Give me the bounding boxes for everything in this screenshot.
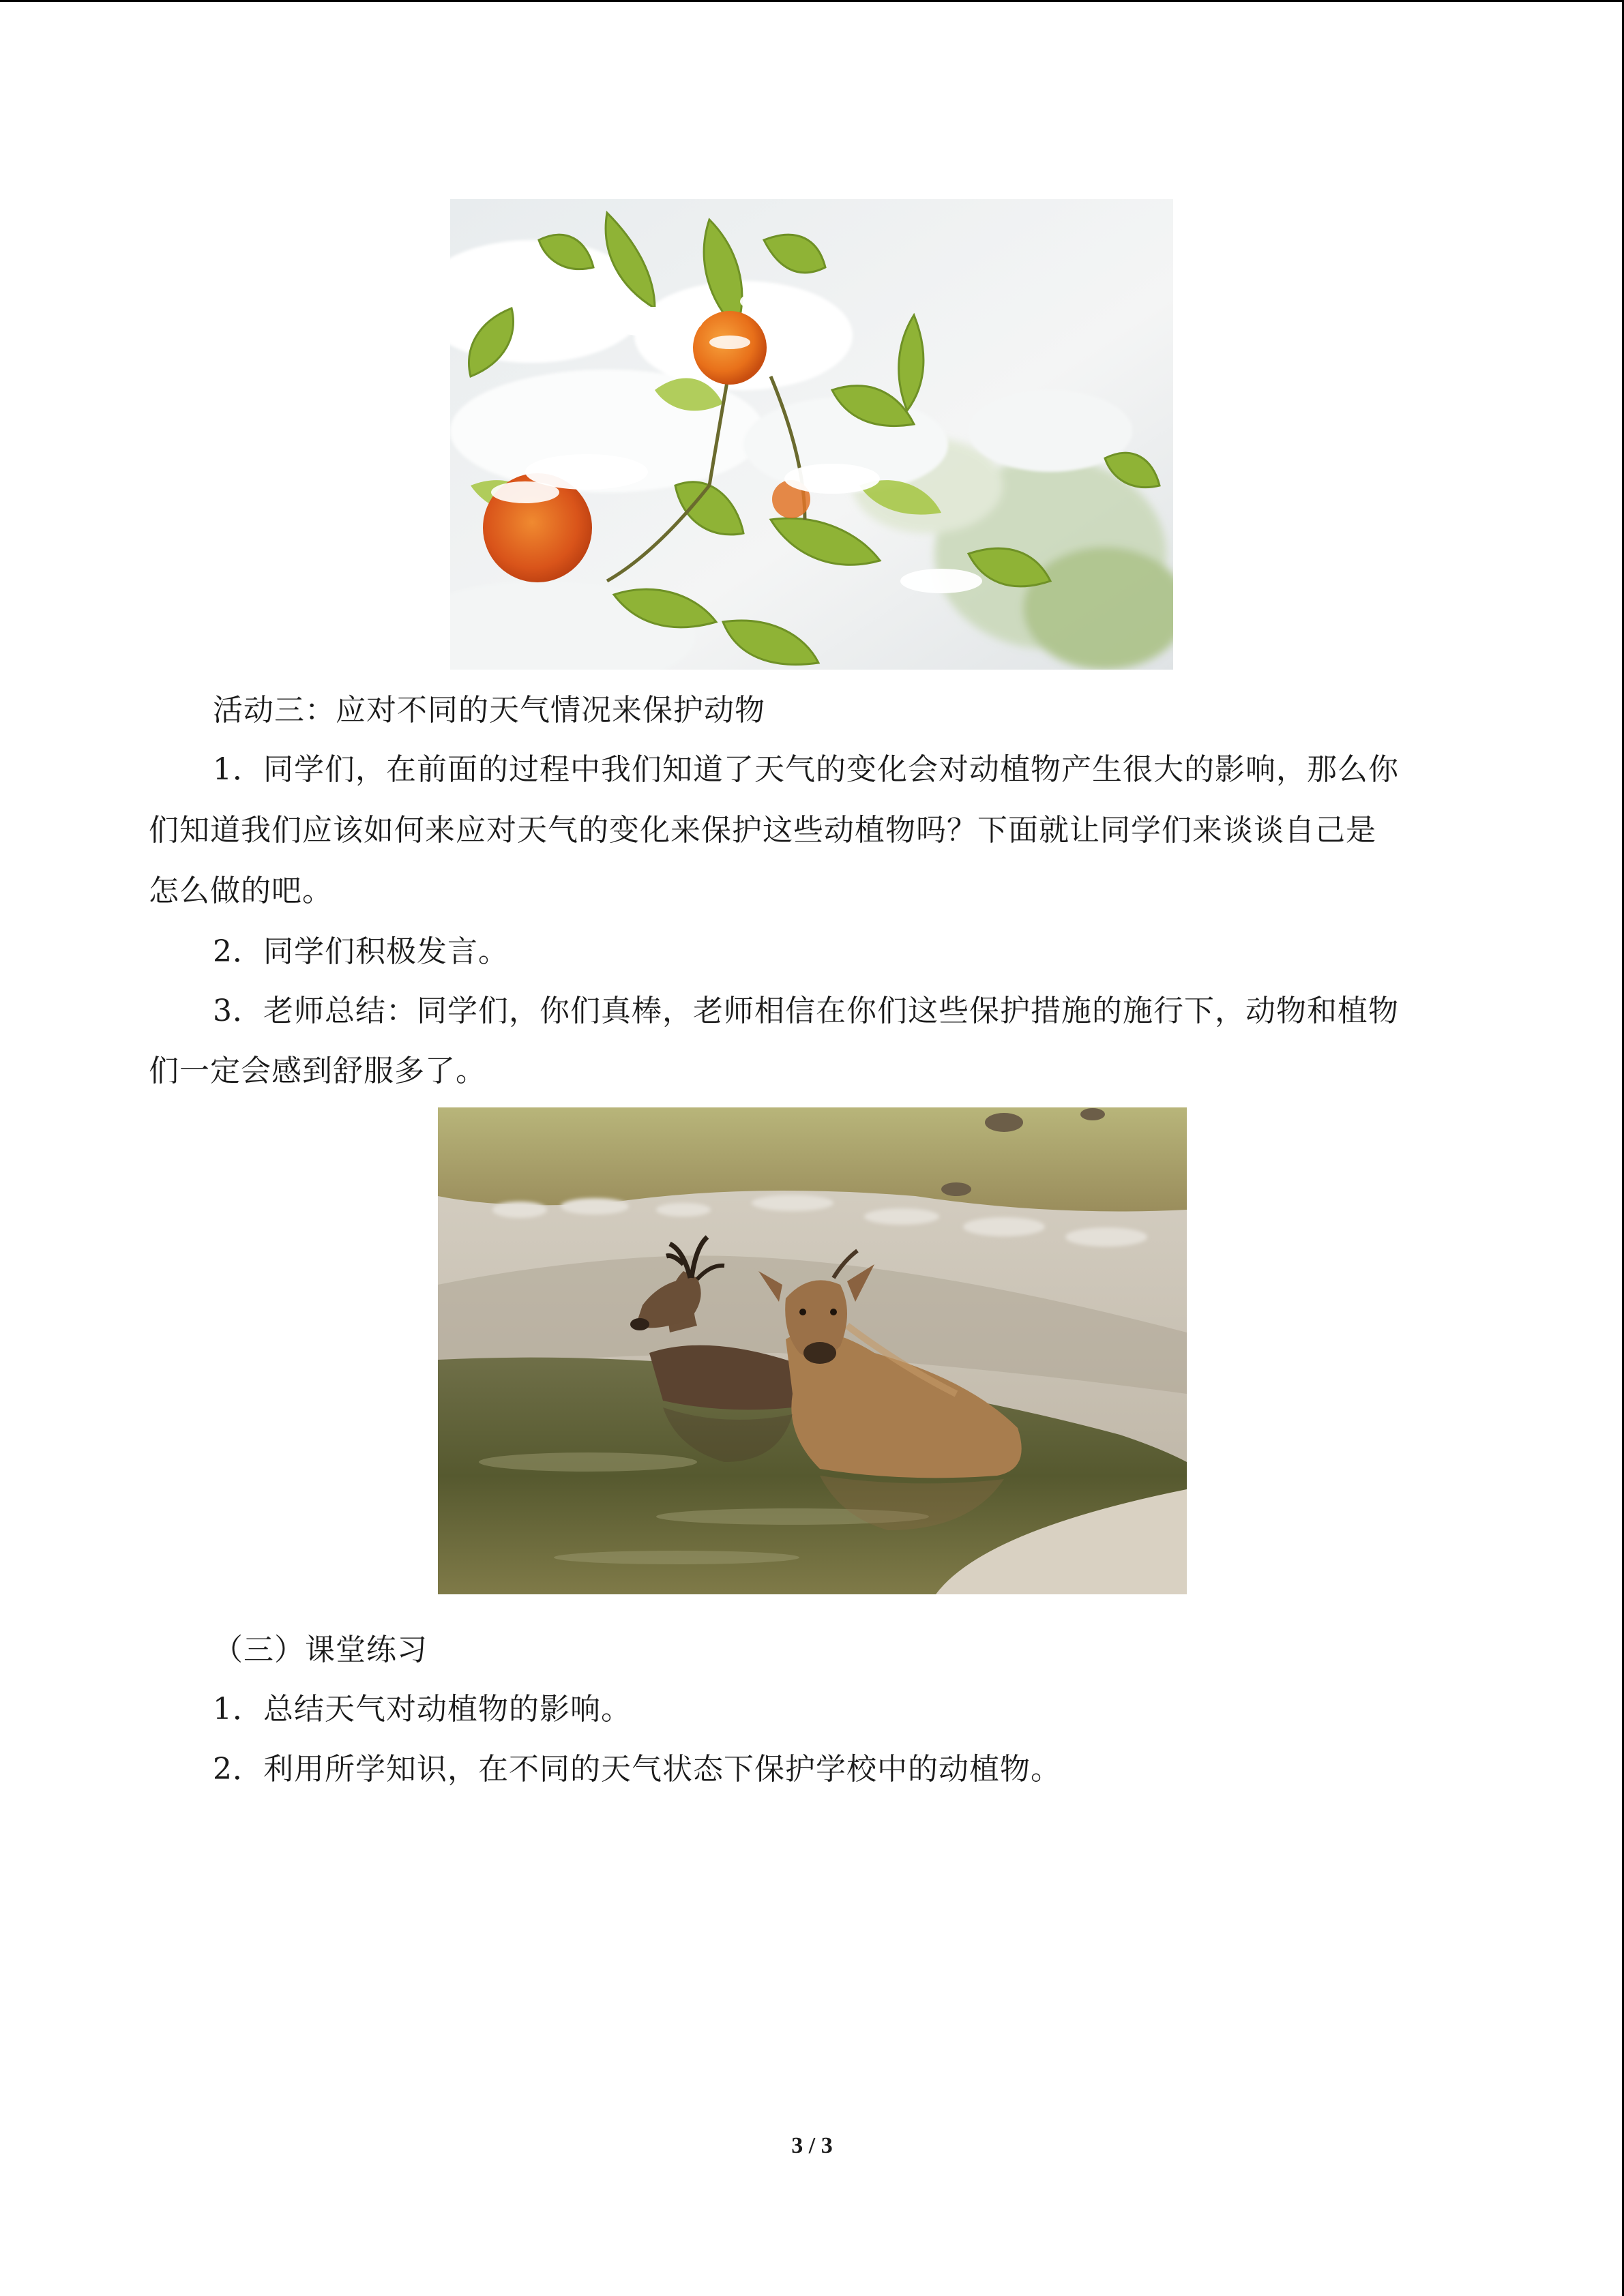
activity-title: 活动三：应对不同的天气情况来保护动物 xyxy=(213,693,765,728)
top-border xyxy=(0,0,1624,2)
item3-line2: 们一定会感到舒服多了。 xyxy=(149,1054,486,1088)
practice-heading: （三）课堂练习 xyxy=(213,1632,428,1667)
item1-line3: 怎么做的吧。 xyxy=(149,874,333,908)
item2-text: 2．同学们积极发言。 xyxy=(213,934,509,969)
deer-in-pond-photo xyxy=(438,1107,1187,1594)
item1-line1: 1．同学们，在前面的过程中我们知道了天气的变化会对动植物产生很大的影响，那么你 xyxy=(213,752,1399,787)
item3-line1: 3．老师总结：同学们，你们真棒，老师相信在你们这些保护措施的施行下，动物和植物 xyxy=(213,994,1399,1028)
item1-line2: 们知道我们应该如何来应对天气的变化来保护这些动植物吗？下面就让同学们来谈谈自己是 xyxy=(149,813,1376,848)
snowy-orange-tree-photo xyxy=(450,199,1173,670)
page-number: 3 / 3 xyxy=(791,2133,833,2158)
practice-item2: 2．利用所学知识，在不同的天气状态下保护学校中的动植物。 xyxy=(213,1752,1061,1787)
practice-item1: 1．总结天气对动植物的影响。 xyxy=(213,1692,632,1727)
